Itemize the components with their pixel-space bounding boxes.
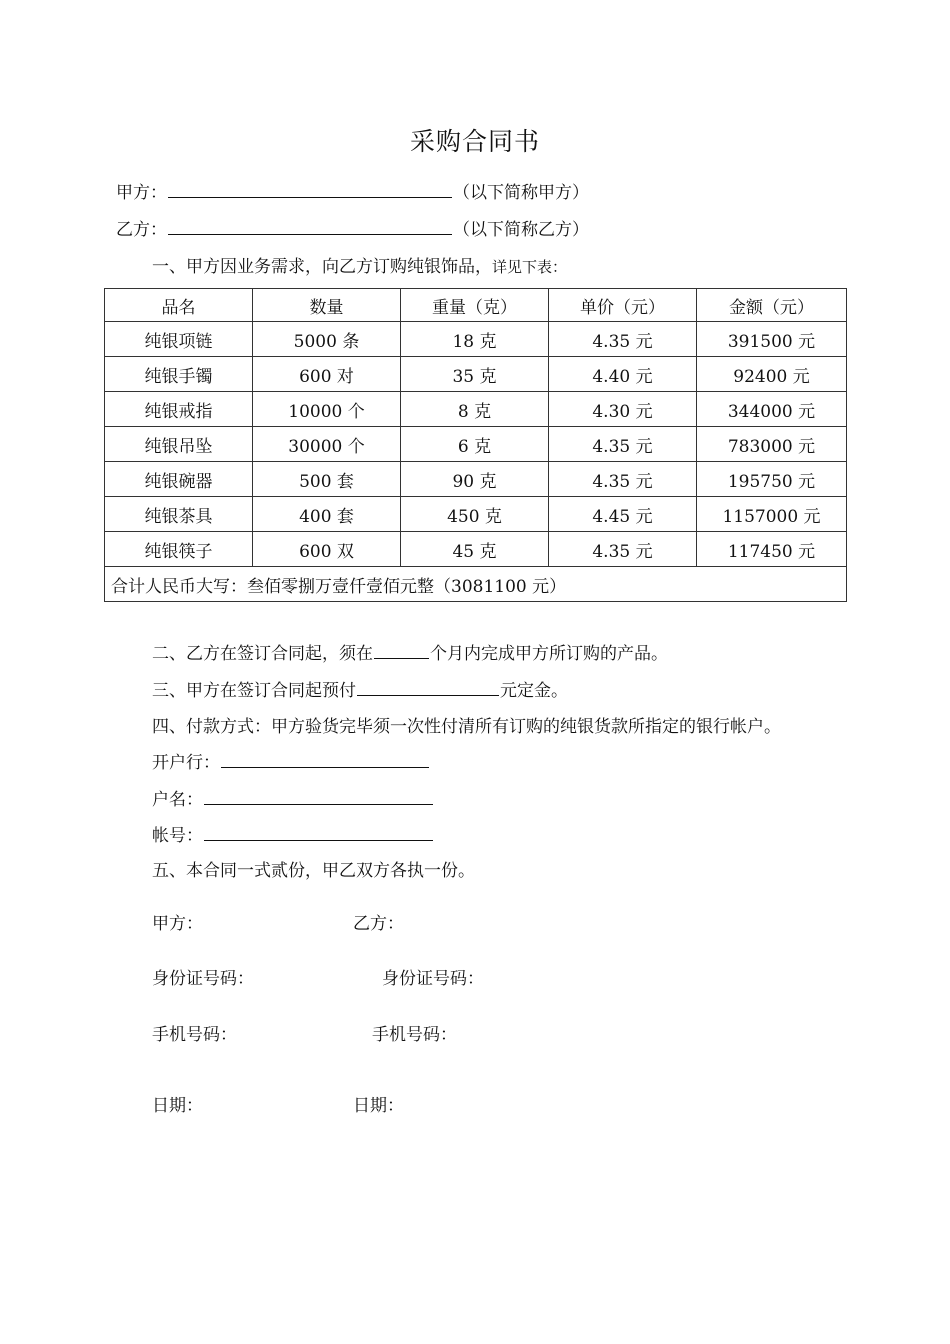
cell-item-name: 纯银筷子 — [105, 532, 253, 567]
table-row — [105, 322, 847, 357]
cell-quantity: 400 套 — [253, 497, 401, 532]
clause-2-after: 个月内完成甲方所订购的产品。 — [430, 644, 668, 664]
cell-unit-price: 4.45 元 — [549, 497, 697, 532]
cell-unit-price: 4.40 元 — [549, 357, 697, 392]
cell-amount: 344000 元 — [697, 392, 847, 427]
table-row — [105, 532, 847, 567]
cell-quantity: 600 双 — [253, 532, 401, 567]
cell-amount: 1157000 元 — [697, 497, 847, 532]
date-b: 日期： — [353, 1096, 404, 1116]
cell-item-name: 纯银项链 — [105, 322, 253, 357]
table-header-row — [105, 289, 847, 322]
months-blank[interactable] — [374, 641, 429, 659]
cell-weight: 35 克 — [401, 357, 549, 392]
table-row — [105, 427, 847, 462]
cell-amount: 195750 元 — [697, 462, 847, 497]
clause-2 — [152, 641, 668, 666]
cell-weight: 8 克 — [401, 392, 549, 427]
cell-weight: 6 克 — [401, 427, 549, 462]
clause-2-before: 二、乙方在签订合同起，须在 — [152, 644, 373, 664]
cell-amount: 783000 元 — [697, 427, 847, 462]
header-unit-price: 单价（元） — [549, 289, 697, 322]
total-amount-cell: 合计人民币大写：叁佰零捌万壹仟壹佰元整（3081100 元） — [105, 567, 847, 602]
clause-1-small: 详见下表： — [492, 258, 568, 276]
party-b-blank[interactable] — [168, 217, 452, 235]
id-number-b: 身份证号码： — [382, 969, 484, 989]
party-a-suffix: （以下简称甲方） — [453, 183, 589, 203]
cell-weight: 18 克 — [401, 322, 549, 357]
account-name-label: 户名： — [152, 790, 203, 810]
date-a: 日期： — [152, 1096, 203, 1116]
header-quantity: 数量 — [253, 289, 401, 322]
account-number-line — [152, 823, 434, 848]
table-row — [105, 392, 847, 427]
cell-weight: 45 克 — [401, 532, 549, 567]
phone-number-a: 手机号码： — [152, 1025, 237, 1045]
party-b-line — [116, 217, 589, 242]
clause-5: 五、本合同一式贰份，甲乙双方各执一份。 — [152, 861, 475, 881]
cell-amount: 391500 元 — [697, 322, 847, 357]
cell-quantity: 600 对 — [253, 357, 401, 392]
clause-1 — [152, 255, 567, 279]
table-row — [105, 357, 847, 392]
cell-unit-price: 4.35 元 — [549, 462, 697, 497]
order-table — [104, 288, 847, 602]
party-a-blank[interactable] — [168, 180, 452, 198]
signature-party-a: 甲方： — [152, 914, 203, 934]
cell-quantity: 5000 条 — [253, 322, 401, 357]
account-name-line — [152, 787, 434, 812]
cell-unit-price: 4.35 元 — [549, 427, 697, 462]
signature-party-b: 乙方： — [353, 914, 404, 934]
account-number-blank[interactable] — [204, 823, 433, 841]
cell-item-name: 纯银手镯 — [105, 357, 253, 392]
table-row — [105, 462, 847, 497]
party-a-line — [116, 180, 589, 205]
table-total-row — [105, 567, 847, 602]
party-b-label: 乙方： — [116, 220, 167, 240]
account-number-label: 帐号： — [152, 826, 203, 846]
cell-quantity: 500 套 — [253, 462, 401, 497]
bank-blank[interactable] — [221, 750, 429, 768]
cell-amount: 92400 元 — [697, 357, 847, 392]
id-number-a: 身份证号码： — [152, 969, 254, 989]
cell-item-name: 纯银茶具 — [105, 497, 253, 532]
cell-unit-price: 4.35 元 — [549, 532, 697, 567]
bank-line — [152, 750, 430, 775]
header-item-name: 品名 — [105, 289, 253, 322]
clause-3 — [152, 678, 568, 703]
party-a-label: 甲方： — [116, 183, 167, 203]
clause-1-main: 一、甲方因业务需求，向乙方订购纯银饰品， — [152, 257, 492, 277]
bank-label: 开户行： — [152, 753, 220, 773]
cell-item-name: 纯银吊坠 — [105, 427, 253, 462]
cell-amount: 117450 元 — [697, 532, 847, 567]
cell-weight: 90 克 — [401, 462, 549, 497]
party-b-suffix: （以下简称乙方） — [453, 220, 589, 240]
cell-unit-price: 4.35 元 — [549, 322, 697, 357]
table-row — [105, 497, 847, 532]
clause-3-after: 元定金。 — [500, 681, 568, 701]
cell-quantity: 10000 个 — [253, 392, 401, 427]
cell-item-name: 纯银碗器 — [105, 462, 253, 497]
cell-unit-price: 4.30 元 — [549, 392, 697, 427]
page-title: 采购合同书 — [409, 127, 540, 156]
cell-weight: 450 克 — [401, 497, 549, 532]
clause-3-before: 三、甲方在签订合同起预付 — [152, 681, 356, 701]
account-name-blank[interactable] — [204, 787, 433, 805]
phone-number-b: 手机号码： — [372, 1025, 457, 1045]
cell-item-name: 纯银戒指 — [105, 392, 253, 427]
header-weight: 重量（克） — [401, 289, 549, 322]
deposit-blank[interactable] — [357, 678, 499, 696]
cell-quantity: 30000 个 — [253, 427, 401, 462]
header-amount: 金额（元） — [697, 289, 847, 322]
clause-4: 四、付款方式：甲方验货完毕须一次性付清所有订购的纯银货款所指定的银行帐户。 — [152, 717, 781, 737]
